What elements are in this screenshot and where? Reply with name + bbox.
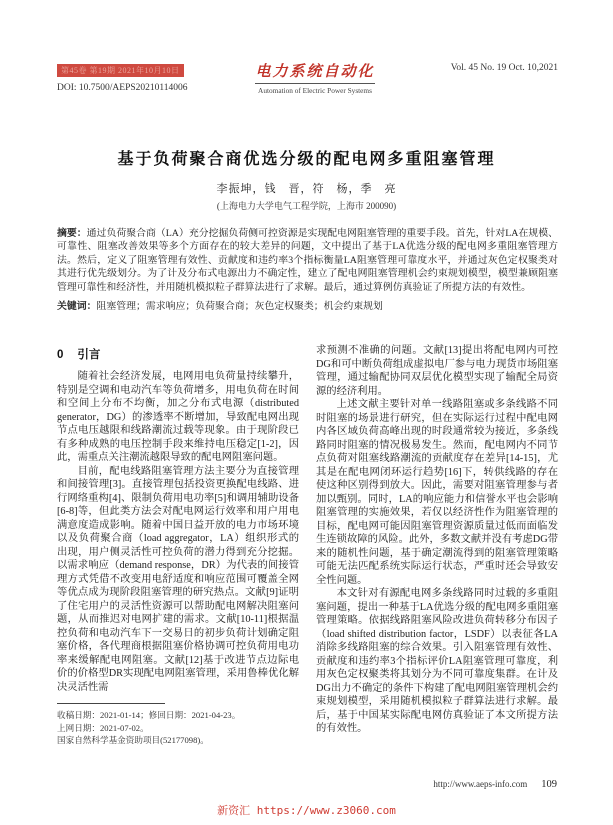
- footnote-divider: [57, 703, 165, 704]
- footnote-received-dates: 收稿日期：2021-01-14；修回日期：2021-04-23。: [57, 710, 241, 720]
- body-paragraph: 求预测不准确的问题。文献[13]提出将配电网内可控DG和可中断负荷组成虚拟电厂参与电力现货市场阻塞管理，通过输配协同双层优化模型实现了输配全局资源的经济利用。: [316, 345, 558, 397]
- right-column: [316, 344, 558, 747]
- section-title: 引言: [77, 349, 101, 361]
- issue-badge: 第45卷 第19期 2021年10月10日: [57, 64, 184, 77]
- journal-header: [57, 60, 558, 95]
- journal-name-english: Automation of Electric Power Systems: [258, 86, 372, 95]
- body-paragraph: 本文针对有源配电网多条线路同时过载的多重阻塞问题，提出一种基于LA优选分级的配电网多重阻塞管理策略。依据线路阻塞风险改进负荷转移分布因子（load shifted distribution factor，LSDF）以表征各LA消除多线路阻塞的综合效果。引入阻塞管理有效性、贡献度和违约率3个指标评价LA阻塞管理可靠度，利用灰色定权聚类将其划分为不同可靠度集群。在计及DG出力不确定的条件下构建了配电网阻塞管理机会约束规划模型，采用随机模拟粒子群算法进行求解。最后，基于中国某实际配电网仿真验证了本文所提方法的有效性。: [316, 588, 558, 734]
- body-paragraph: 随着社会经济发展，电网用电负荷量持续攀升，特别是空调和电动汽车等负荷增多，用电负荷在时间和空间上分布不均衡，加之分布式电源（distributed generator，DG）的渗透率不断增加，导致配电网出现节点电压越限和线路潮流过载等现象。由于现阶段已有多种成熟的电压控制手段来维持电压稳定[1-2]，因此，需重点关注潮流越限导致的配电网阻塞问题。: [57, 371, 299, 463]
- doi-text: DOI: 10.7500/AEPS20210114006: [57, 83, 188, 93]
- volume-info: Vol. 45 No. 19 Oct. 10,2021: [450, 63, 558, 73]
- keywords-text: 阻塞管理；需求响应；负荷聚合商；灰色定权聚类；机会约束规划: [96, 301, 383, 313]
- abstract-block: [57, 227, 558, 313]
- journal-logo: 电力系统自动化: [255, 60, 374, 84]
- keywords-label: 关键词：: [57, 301, 97, 313]
- footnote-block: [57, 703, 299, 747]
- body-paragraph: 目前，配电线路阻塞管理方法主要分为直接管理和间接管理[3]。直接管理包括投资更换配电线路、进行网络重构[4]、限制负荷用电功率[5]和调用辅助设备[6-8]等，但此类方法会对配电网运行效率和用户用电满意度造成影响。随着中国日益开放的电力市场环境以及负荷聚合商（load aggregator，LA）组织形式的出现，用户侧灵活性可控负荷的潜力得到充分挖掘。以需求响应（demand response，DR）为代表的间接管理方式凭借不改变用电舒适度和响应范围可覆盖全网等优点成为现阶段阻塞管理的研究热点。文献[9]证明了住宅用户的灵活性资源可以帮助配电网解决阻塞问题，从而推迟对电网扩建的需求。文献[10-11]根据温控负荷和电动汽车下一交易日的初步负荷计划确定阻塞价格，各代理商根据阻塞价格协调可控负荷用电功率来缓解配电网阻塞。文献[12]基于改进节点边际电价的价格型DR实现配电网阻塞管理，采用鲁棒优化解决灵活性需: [57, 465, 299, 693]
- footnote-online-date: 上网日期：2021-07-02。: [57, 722, 149, 733]
- abstract-label: 摘要：: [57, 228, 87, 239]
- abstract-paragraph: [57, 227, 558, 294]
- body-paragraph: 上述文献主要针对单一线路阻塞或多条线路不同时阻塞的场景进行研究，但在实际运行过程中配电网内各区域负荷高峰出现的时段通常较为接近，多条线路同时阻塞的情况极易发生。然而，配电网内不同节点负荷对阻塞线路潮流的贡献度存在差异[14-15]，尤其是在配电网闭环运行趋势[16]下，转供线路的存在使这种区别得到放大。因此，需要对阻塞管理参与者加以甄别。同时，LA的响应能力和信誉水平也会影响阻塞管理的实施效果，若仅以经济性作为阻塞管理的目标，配电网可能因阻塞管理资源质量过低而面临发生连锁故障的风险。此外，多数文献并没有考虑DG带来的随机性问题，基于确定潮流得到的阻塞管理策略可能无法匹配系统实际运行状态，严重时还会导致安全性问题。: [316, 399, 558, 586]
- watermark-text: 新资汇 https://www.z3060.com: [217, 804, 396, 817]
- left-column: [57, 344, 299, 747]
- page-footer: [433, 779, 557, 790]
- abstract-text: 通过负荷聚合商（LA）充分挖掘负荷侧可控资源是实现配电网阻塞管理的重要手段。首先，针对LA在规模、可靠性、阻塞改善效果等多个方面存在的较大差异的问题，文中提出了基于LA优选分级的配电网多重阻塞管理方法。然后，定义了阻塞管理有效性、贡献度和违约率3个指标衡量LA阻塞管理可靠度水平，并通过灰色定权聚类对其进行优先级划分。为了计及分布式电源出力不确定性，建立了配电网阻塞管理机会约束规划模型，模型兼顾阻塞管理可靠性和经济性，并用随机模拟粒子群算法进行了求解。最后，通过算例仿真验证了所提方法的有效性。: [57, 228, 558, 293]
- affiliation-line: (上海电力大学电气工程学院，上海市 200090): [216, 201, 397, 211]
- section-heading: [57, 346, 299, 362]
- journal-logo-block: [240, 60, 390, 95]
- header-issue-block: [57, 60, 232, 93]
- section-number: 0: [57, 349, 64, 361]
- body-columns: [57, 344, 558, 747]
- article-title: 基于负荷聚合商优选分级的配电网多重阻塞管理: [117, 151, 496, 168]
- footnote-funding: 国家自然科学基金资助项目(52177098)。: [57, 735, 209, 745]
- keywords-line: [57, 300, 558, 313]
- page-number: 109: [541, 779, 557, 790]
- journal-url: http://www.aeps-info.com: [433, 779, 528, 789]
- authors-line: 李振坤，钱 晋，符 杨，季 亮: [216, 183, 397, 195]
